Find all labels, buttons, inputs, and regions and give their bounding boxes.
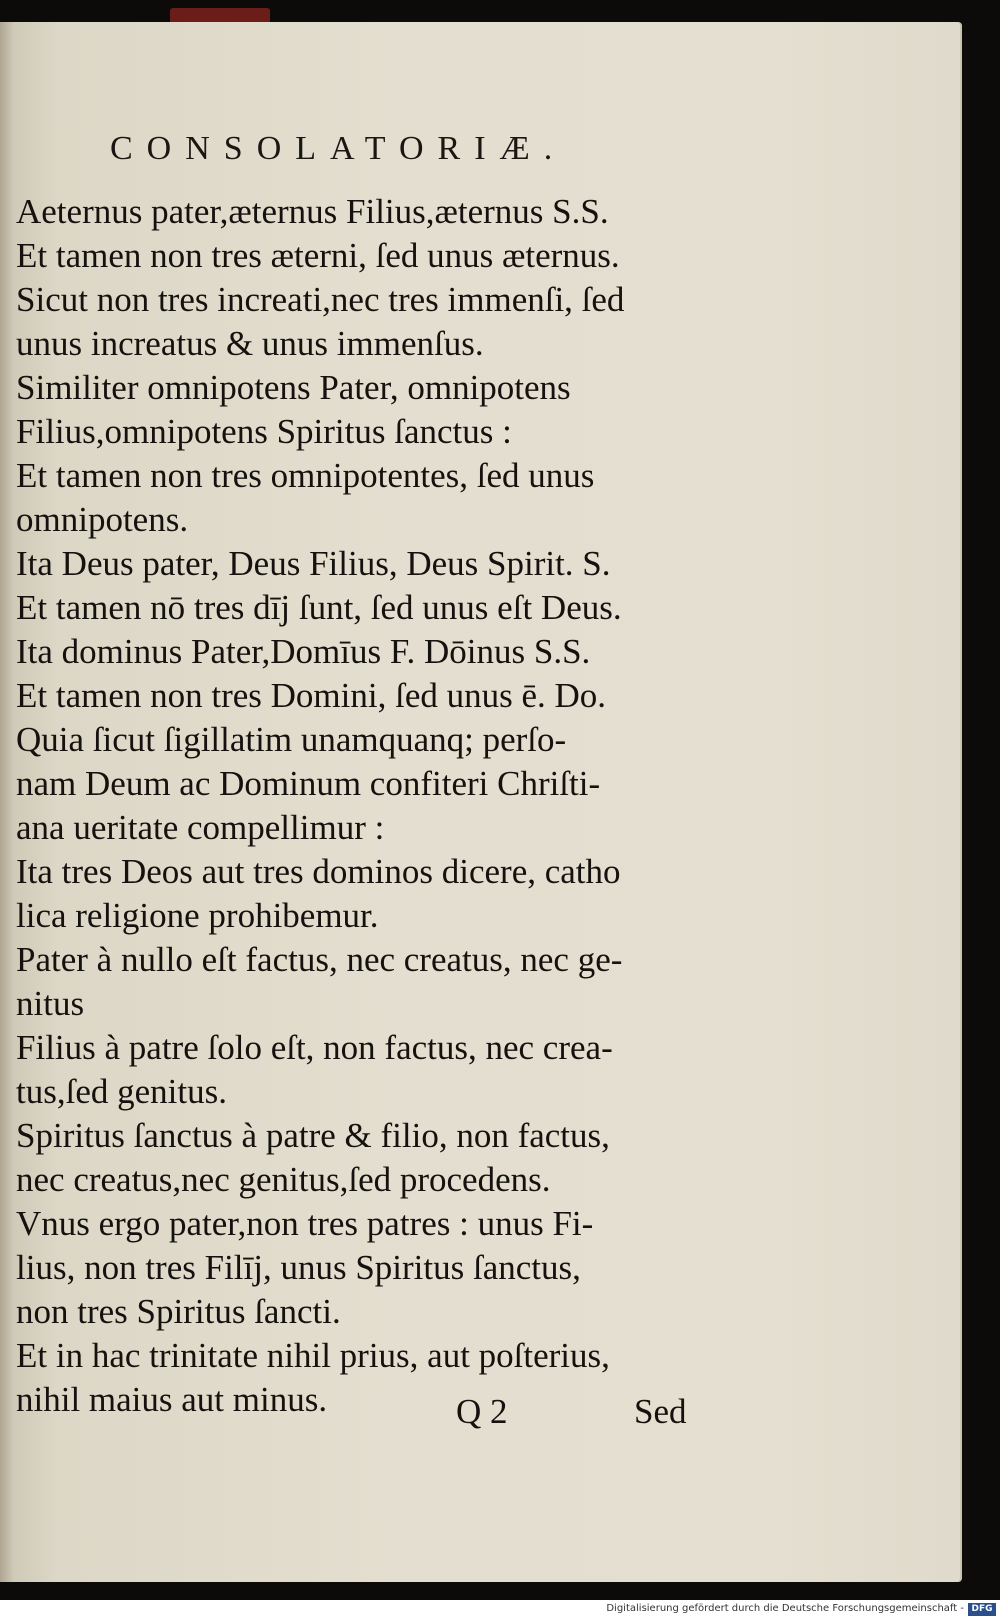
dfg-logo: DFG (968, 1603, 996, 1616)
signature-mark: Q 2 (456, 1392, 508, 1431)
footer-bar (0, 1600, 1000, 1620)
running-head: CONSOLATORIÆ. (110, 130, 567, 167)
text-line: nam Deum ac Dominum confiteri Chriſti- (16, 764, 601, 803)
text-line: lius, non tres Filīj, unus Spiritus ſanctus, (16, 1248, 581, 1287)
text-line: nitus (16, 984, 85, 1023)
text-line: Ita dominus Pater,Domīus F. Dōinus S.S. (16, 632, 591, 671)
text-line: Et tamen non tres omnipotentes, ſed unus (16, 456, 595, 495)
text-line: non tres Spiritus ſancti. (16, 1292, 341, 1331)
text-line: Sicut non tres increati,nec tres immenſi, ſed (16, 280, 625, 319)
text-line: Spiritus ſanctus à patre & filio, non factus, (16, 1116, 610, 1155)
text-line: nec creatus,nec genitus,ſed procedens. (16, 1160, 551, 1199)
text-line: unus increatus & unus immenſus. (16, 324, 484, 363)
text-line: Ita Deus pater, Deus Filius, Deus Spirit. S. (16, 544, 611, 583)
text-line: Et tamen nō tres dīj ſunt, ſed unus eſt Deus. (16, 588, 622, 627)
footer-credit: Digitalisierung gefördert durch die Deutsche Forschungsgemeinschaft - (606, 1603, 964, 1614)
text-line: Aeternus pater,æternus Filius,æternus S.S. (16, 192, 609, 231)
text-line: Quia ſicut ſigillatim unamquanq; perſo- (16, 720, 567, 759)
text-line: Et tamen non tres æterni, ſed unus æternus. (16, 236, 620, 275)
text-line: nihil maius aut minus. (16, 1380, 328, 1419)
book-page (0, 22, 962, 1582)
text-block (16, 190, 706, 1422)
text-line: Filius à patre ſolo eſt, non factus, nec crea- (16, 1028, 613, 1067)
text-line: omnipotens. (16, 500, 189, 539)
text-line: Filius,omnipotens Spiritus ſanctus : (16, 412, 512, 451)
text-line: tus,ſed genitus. (16, 1072, 227, 1111)
text-line: Pater à nullo eſt factus, nec creatus, nec ge- (16, 940, 623, 979)
text-line: Similiter omnipotens Pater, omnipotens (16, 368, 571, 407)
text-line: Et in hac trinitate nihil prius, aut poſterius, (16, 1336, 610, 1375)
text-line: ana ueritate compellimur : (16, 808, 385, 847)
text-line: lica religione prohibemur. (16, 896, 379, 935)
catchword: Sed (634, 1392, 687, 1431)
text-line: Ita tres Deos aut tres dominos dicere, catho (16, 852, 621, 891)
text-line: Et tamen non tres Domini, ſed unus ē. Do. (16, 676, 607, 715)
text-line: Vnus ergo pater,non tres patres : unus Fi- (16, 1204, 594, 1243)
